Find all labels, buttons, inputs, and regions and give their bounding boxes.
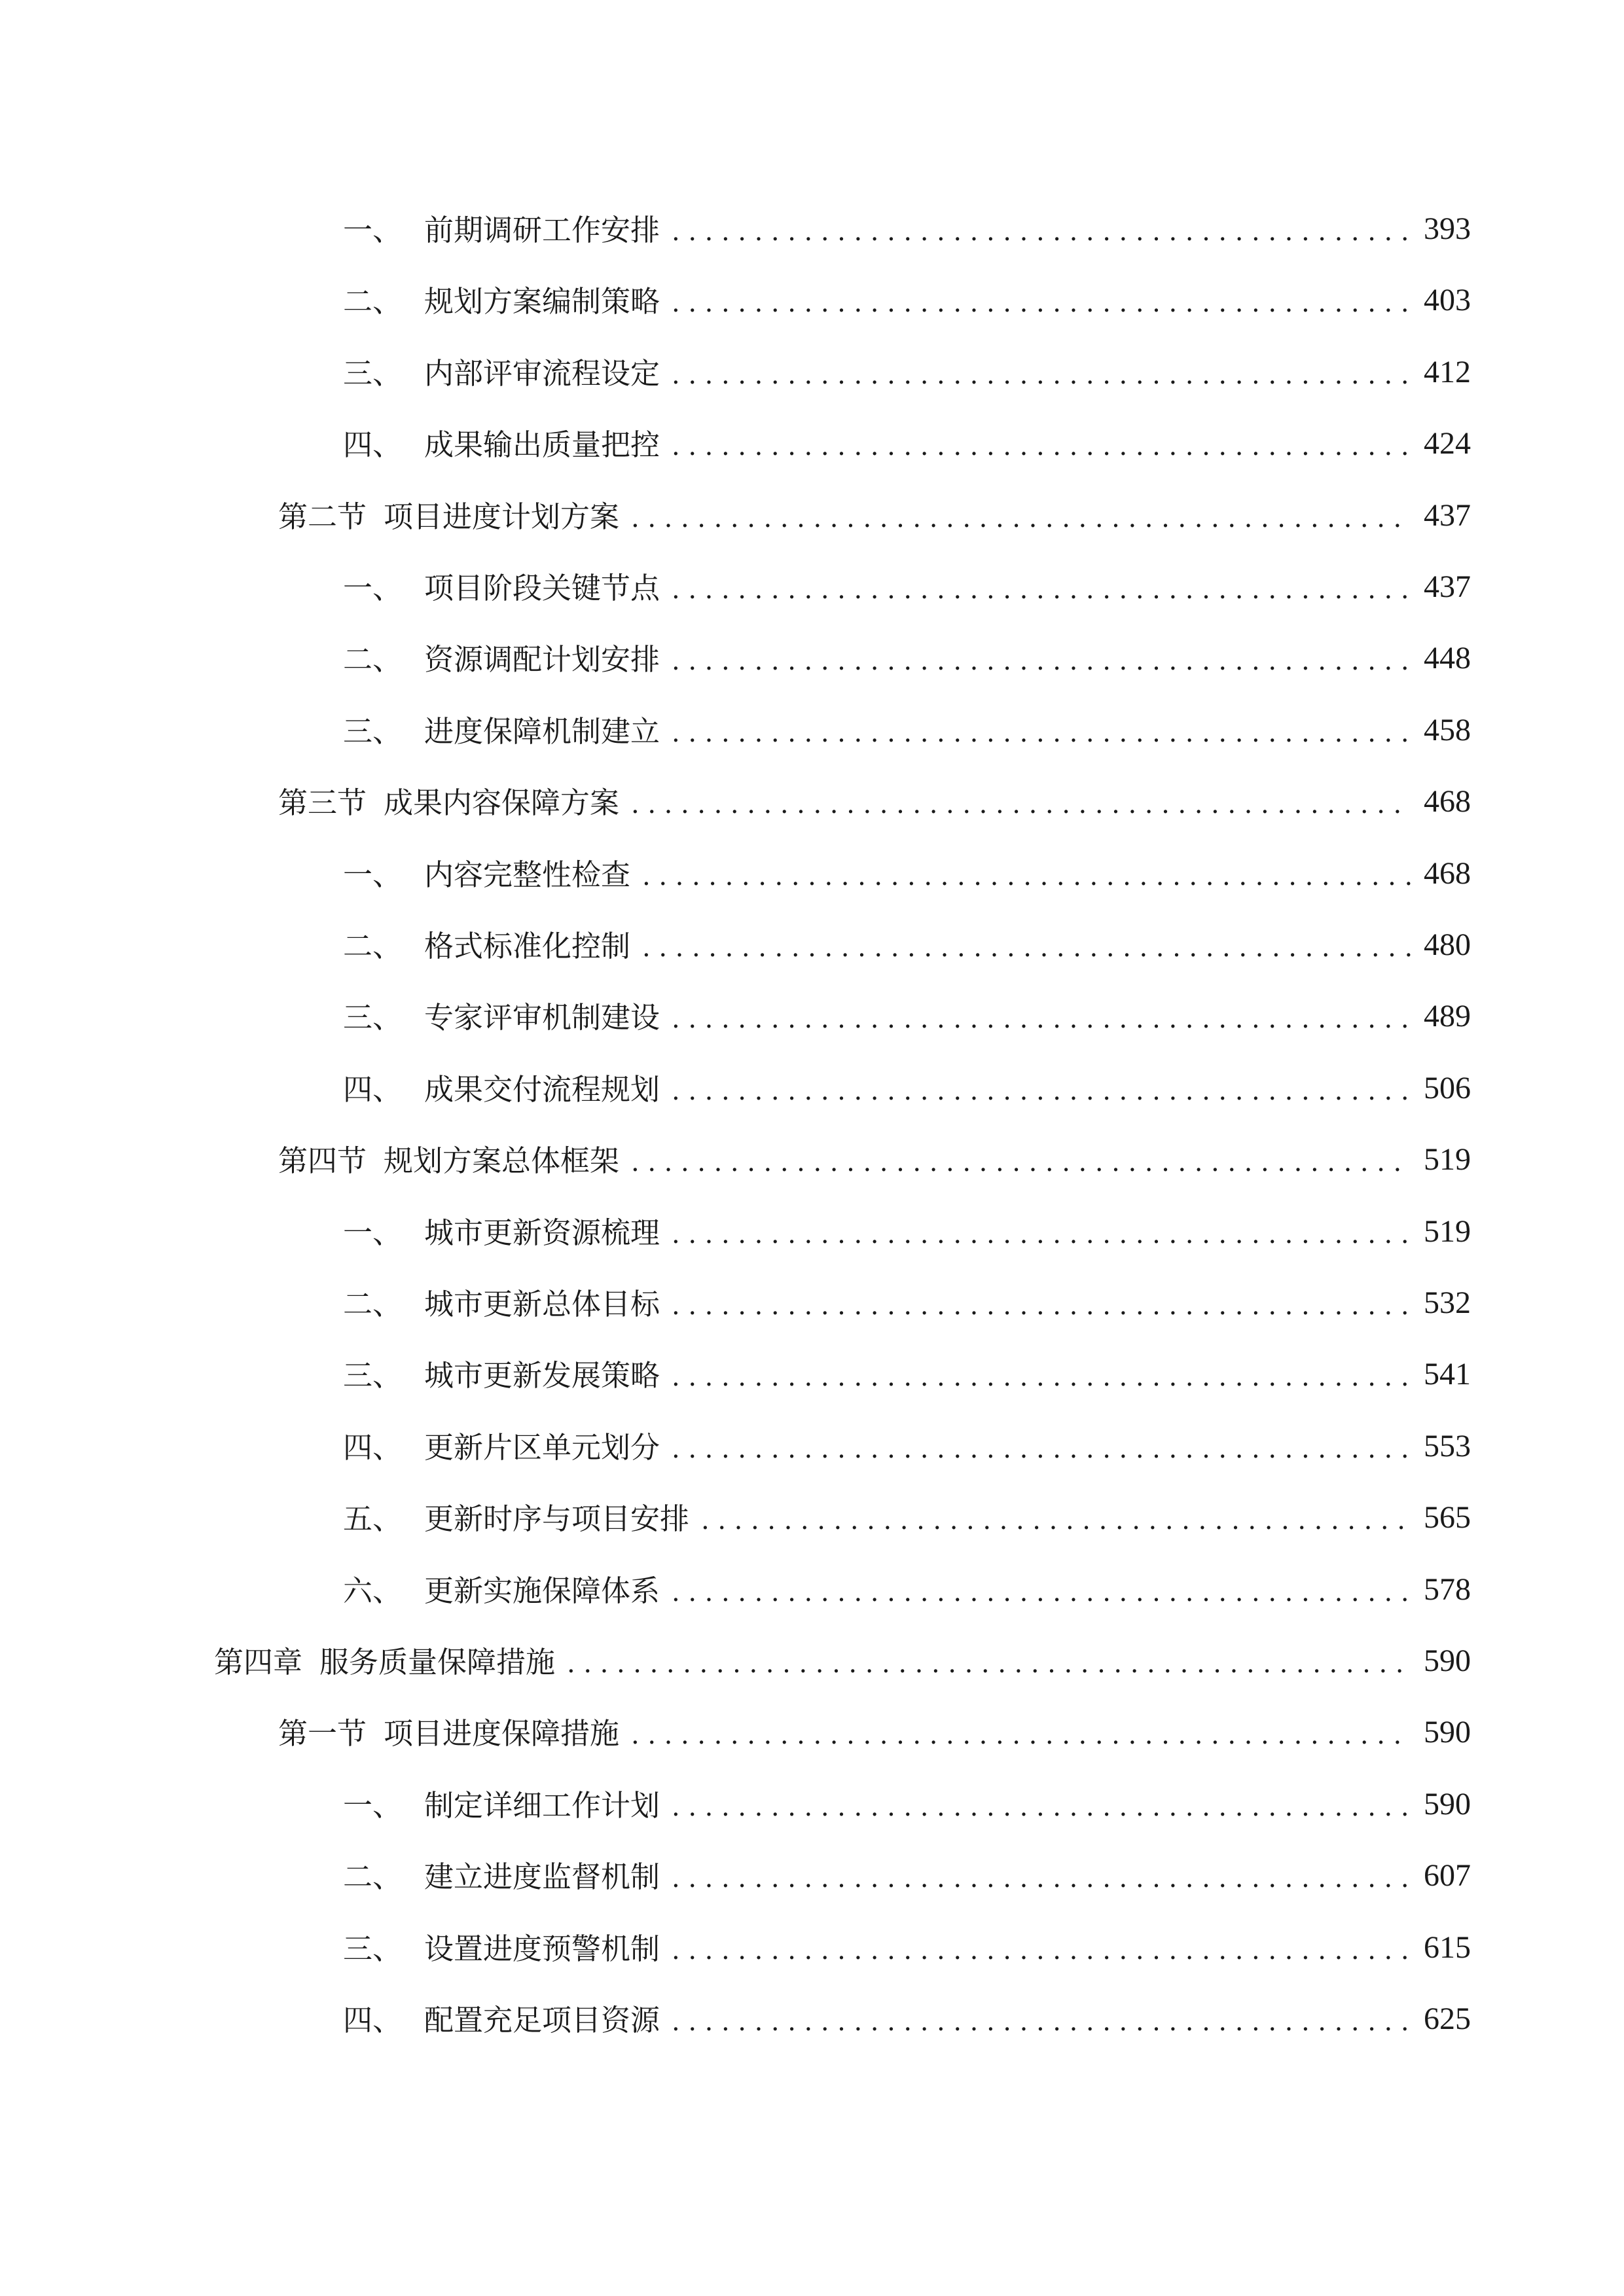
toc-entry-title: 项目阶段关键节点 [424,571,660,605]
toc-entry-page-number: 448 [1424,641,1471,675]
toc-entry-title: 项目进度保障措施 [384,1716,620,1751]
toc-entry[interactable] [343,1481,1471,1534]
toc-leader-dots [672,1293,1412,1319]
toc-leader-dots [631,1722,1412,1748]
toc-leader-dots [642,863,1412,889]
toc-entry-page-number: 590 [1424,1787,1471,1821]
toc-entry[interactable] [278,765,1471,820]
toc-entry-number: 四、 [343,1430,403,1465]
toc-entry-page-number: 590 [1424,1715,1471,1749]
toc-entry-number: 五、 [343,1501,403,1536]
toc-entry-title: 更新时序与项目安排 [424,1501,690,1536]
toc-leader-dots [672,577,1412,603]
toc-leader-dots [672,290,1412,316]
toc-leader-dots [631,505,1412,531]
toc-leader-dots [672,2009,1412,2035]
toc-entry-title: 规划方案总体框架 [384,1143,620,1178]
toc-entry[interactable] [343,694,1471,749]
toc-entry[interactable] [343,1982,1471,2035]
toc-entry-page-number: 424 [1424,426,1471,461]
toc-entry-page-number: 541 [1424,1357,1471,1391]
toc-entry-page-number: 565 [1424,1500,1471,1535]
toc-entry-page-number: 532 [1424,1285,1471,1320]
toc-leader-dots [672,362,1412,388]
toc-leader-dots [672,1006,1412,1032]
toc-entry-number: 一、 [343,1215,403,1250]
toc-entry[interactable] [343,837,1471,892]
toc-entry-number: 一、 [343,857,403,892]
toc-entry-title: 服务质量保障措施 [319,1645,556,1679]
toc-leader-dots [672,720,1412,746]
toc-entry[interactable] [214,1624,1471,1677]
toc-entry-number: 一、 [343,571,403,605]
toc-leader-dots [642,935,1412,961]
toc-entry[interactable] [343,1266,1471,1319]
toc-entry-page-number: 607 [1424,1858,1471,1893]
toc-entry-title: 格式标准化控制 [424,929,631,963]
toc-entry-page-number: 578 [1424,1572,1471,1607]
toc-entry-page-number: 506 [1424,1071,1471,1105]
toc-entry[interactable] [343,908,1471,961]
toc-entry[interactable] [278,1123,1471,1178]
toc-entry-page-number: 393 [1424,211,1471,246]
toc-leader-dots [672,1436,1412,1462]
toc-entry[interactable] [343,264,1471,319]
toc-entry-page-number: 403 [1424,283,1471,317]
toc-entry-title: 规划方案编制策略 [424,284,660,319]
toc-leader-dots [672,219,1412,245]
toc-entry-page-number: 458 [1424,713,1471,747]
toc-leader-dots [631,1149,1412,1175]
toc-entry-title: 更新片区单元划分 [424,1430,660,1465]
toc-entry-title: 进度保障机制建立 [424,714,660,749]
toc-entry-page-number: 590 [1424,1643,1471,1678]
toc-entry[interactable] [343,1410,1471,1465]
toc-entry[interactable] [343,407,1471,462]
toc-entry[interactable] [343,1839,1471,1892]
toc-entry-page-number: 553 [1424,1429,1471,1463]
toc-entry-number: 三、 [343,356,403,391]
toc-entry-page-number: 412 [1424,355,1471,389]
toc-entry-page-number: 519 [1424,1214,1471,1249]
toc-leader-dots [672,1794,1412,1820]
toc-entry-page-number: 625 [1424,2001,1471,2036]
toc-entry-page-number: 519 [1424,1142,1471,1177]
toc-entry[interactable] [343,1195,1471,1250]
toc-entry-number: 一、 [343,1788,403,1823]
toc-entry-title: 更新实施保障体系 [424,1573,660,1608]
toc-entry-page-number: 468 [1424,856,1471,891]
toc-leader-dots [701,1507,1412,1534]
toc-entry-number: 第四章 [214,1645,303,1679]
toc-entry-number: 第三节 [278,785,367,820]
toc-entry-title: 成果交付流程规划 [424,1072,660,1107]
toc-entry-page-number: 489 [1424,999,1471,1033]
toc-entry-title: 建立进度监督机制 [424,1859,660,1894]
toc-entry[interactable] [343,1052,1471,1107]
toc-leader-dots [672,1937,1412,1964]
toc-entry-title: 成果输出质量把控 [424,427,660,462]
toc-entry-number: 四、 [343,427,403,462]
toc-leader-dots [672,1364,1412,1390]
toc-entry[interactable] [343,980,1471,1035]
toc-entry-page-number: 437 [1424,569,1471,604]
toc-entry[interactable] [343,1911,1471,1964]
toc-leader-dots [672,1865,1412,1892]
toc-entry-page-number: 615 [1424,1930,1471,1965]
toc-entry[interactable] [278,479,1471,534]
toc-entry-title: 资源调配计划安排 [424,642,660,677]
toc-entry-title: 城市更新发展策略 [424,1358,660,1393]
toc-entry-number: 三、 [343,1358,403,1393]
toc-entry-title: 制定详细工作计划 [424,1788,660,1823]
toc-entry-page-number: 437 [1424,498,1471,533]
toc-entry-number: 一、 [343,213,403,247]
toc-entry-title: 专家评审机制建设 [424,1000,660,1035]
toc-leader-dots [631,791,1412,817]
toc-leader-dots [672,1221,1412,1247]
toc-entry-title: 内容完整性检查 [424,857,631,892]
toc-entry-number: 三、 [343,714,403,749]
toc-entry-page-number: 468 [1424,784,1471,819]
toc-leader-dots [672,1078,1412,1104]
toc-entry-number: 二、 [343,1859,403,1894]
toc-entry[interactable] [343,1768,1471,1823]
toc-entry[interactable] [343,336,1471,391]
toc-entry-title: 城市更新总体目标 [424,1287,660,1321]
toc-entry-number: 第一节 [278,1716,367,1751]
toc-entry-title: 城市更新资源梳理 [424,1215,660,1250]
toc-entry-number: 四、 [343,2003,403,2037]
toc-entry[interactable] [278,1696,1471,1751]
toc-entry-number: 二、 [343,284,403,319]
toc-leader-dots [672,648,1412,674]
toc-leader-dots [567,1651,1412,1677]
toc-leader-dots [672,433,1412,459]
toc-entry[interactable] [343,192,1471,245]
toc-entry-title: 配置充足项目资源 [424,2003,660,2037]
toc-entry-number: 三、 [343,1000,403,1035]
toc-entry[interactable] [343,550,1471,603]
toc-entry-number: 四、 [343,1072,403,1107]
toc-entry-title: 项目进度计划方案 [384,499,620,534]
toc-entry-number: 二、 [343,1287,403,1321]
toc-entry-title: 前期调研工作安排 [424,213,660,247]
toc-entry-page-number: 480 [1424,927,1471,962]
toc-leader-dots [672,1579,1412,1605]
toc-entry[interactable] [343,1553,1471,1608]
toc-entry-number: 六、 [343,1573,403,1608]
toc-entry-title: 内部评审流程设定 [424,356,660,391]
toc-entry-number: 第二节 [278,499,367,534]
toc-entry-number: 二、 [343,642,403,677]
toc-entry[interactable] [343,622,1471,677]
toc-entry[interactable] [343,1338,1471,1393]
toc-entry-title: 成果内容保障方案 [384,785,620,820]
toc-entry-number: 三、 [343,1931,403,1966]
toc-entry-title: 设置进度预警机制 [424,1931,660,1966]
toc-entry-number: 第四节 [278,1143,367,1178]
toc-entry-number: 二、 [343,929,403,963]
